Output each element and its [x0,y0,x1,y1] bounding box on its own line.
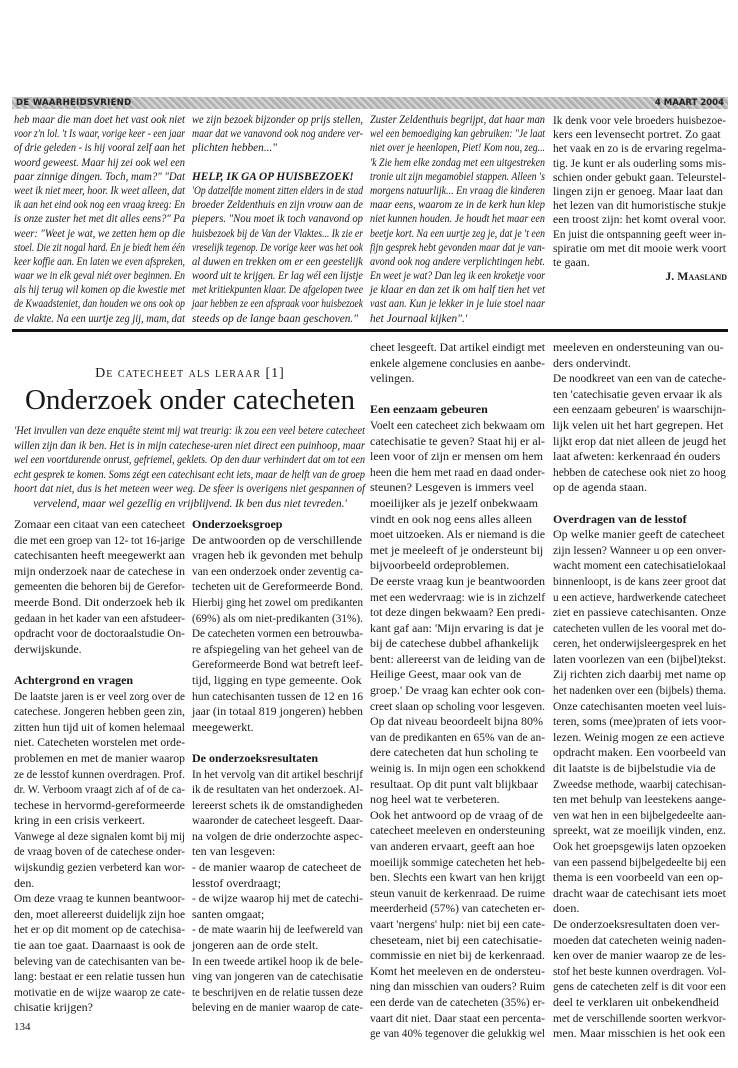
text-line: tot deze dingen bekwaam? Een predi- [370,605,546,620]
text-line: ceren, het onderwijsleergesprek en het [553,636,727,651]
text-line: stoel. Die zit nogal hard. En je biedt hem één [14,241,186,254]
section-heading [192,170,364,184]
text-line: van anderen ervaart, geeft aan hoe [370,839,535,853]
text-line: wijskundig gezien verbeterd kan wor- [14,860,186,875]
text-line: dere catecheten dat hun scholing te [370,745,539,760]
text-line: creet slaan op scholing voor lesgeven. [370,698,545,713]
paragraph [192,533,364,736]
text-line: lingen zijn er genoeg. Maar laat dan [553,183,724,198]
text-line: - de mate waarin hij de leefwereld van [192,922,364,937]
text-line: jongeren aan de orde stelt. [192,938,319,953]
paragraph [370,340,546,387]
text-line: het vaak en zo is de ervaring regelma- [553,141,726,156]
text-line: Vanwege al deze signalen komt bij mij [14,828,186,843]
text-line: ge van 40% tegenover die gelukkig wel [370,1026,546,1041]
page-number: 134 [14,1021,31,1033]
running-header [12,97,728,109]
text-line: vaart dit niet. Daar staat een percenta- [370,1010,545,1025]
text-line: steun vanuit de kerkenraad. De ruime [370,885,546,900]
text-line: weer: "Weet je wat, we zetten hem op die [14,227,185,240]
text-line: fijn gesprek hebt gevonden maar dat je van- [370,241,546,254]
text-line: Overdragen van de lesstof [553,511,687,526]
paragraph [553,340,727,496]
text-line: ven wat hen in een bijbelgedeelte aan- [553,807,726,822]
text-line: beleving en de manier waarop de cate- [192,1000,364,1015]
text-line: tronie uit zijn megamobiel stappen. Alleen 's [370,170,545,183]
text-line: moeilijker als je jezelf onbekwaam [370,495,538,510]
text-line: moeden dat catecheten weinig naden- [553,932,727,947]
text-line: bijvoorbeeld ordeproblemen. [370,558,510,573]
text-line: broeder Zeldenthuis en zijn vrouw aan de [192,199,363,212]
author-signature [553,269,727,283]
text-line: van een passend bijbelgedeelte bij een [553,854,727,869]
text-line: lijk velen uit het hart gegrepen. Het [553,417,724,432]
text-line: moeilijk sommige catecheten het heb- [370,854,545,869]
top-column-2 [192,113,364,326]
text-line: ten met behulp van leestekens aange- [553,792,726,807]
issue-date: 4 MAART 2004 [654,98,724,108]
text-line: Ook het groepsgewijs laten opzoeken [553,839,727,853]
text-line: De onderzoeksresultaten doen ver- [553,916,720,931]
text-line: dr. W. Verboom vraagt zich af of de ca- [14,782,186,797]
text-line: De antwoorden op de verschillende [192,532,362,547]
text-line: men. Maar misschien is het ook een [553,1026,726,1041]
text-line: vaart 'nergens' hulp: niet bij een cate- [370,916,546,931]
text-line: ik de resultaten van het onderzoek. Al- [192,782,364,797]
article-column-1 [14,517,186,1016]
text-line: ze de lesstof kunnen overdragen. Prof. [14,766,185,781]
section-heading [192,517,364,533]
text-line: Gereformeerde Bond wat betreft leef- [192,657,363,672]
text-line: ziet en passieve catechisanten. Onze [553,605,726,620]
text-line: heen die hem met raad en daad onder- [370,464,545,479]
text-line: u een actieve, hardwerkende catecheet [553,589,726,604]
text-line: waaronder de catecheet lesgeeft. Daar- [192,813,363,828]
article-title: Onderzoek onder catecheten [24,384,356,416]
text-line: Zomaar een citaat van een catecheet [14,517,185,531]
text-line: kring in een crisis verkeert. [14,813,145,828]
paragraph [14,113,186,326]
text-line: steunen? Lesgeven is immers veel [370,480,534,495]
text-line: een derde van de catecheten (35%) er- [370,994,546,1009]
text-line: al duwen en trekken om er een geestelijk [192,255,363,268]
article-column-3 [370,340,546,1042]
text-line: dit laatste is de bijbelstudie via de [553,761,716,776]
text-line: het er op dit moment op de catechisa- [14,922,185,937]
text-line: met een wedervraag: wie is in zichzelf [370,589,545,604]
text-line: resultaat. Op dit punt valt blijkbaar [370,776,538,791]
text-line: keer koffie aan. En laten we even afspreken, [14,255,185,268]
text-line: woord uit te krijgen. Er lag wél een lijstje [192,270,363,283]
text-line: beetje kort. Na een uurtje zeg je, dat je 't een [370,227,545,240]
quote-line: wel een voortdurende onrust, gefriemel, geklets. Op den duur verhindert dat om tot een [14,454,365,466]
text-line: laten voorlezen van een (bijbel)tekst. [553,651,726,666]
text-line: het Journaal kijken".' [370,312,468,325]
text-line: zijn lessen? Wanneer u op een onver- [553,542,727,557]
top-column-1 [14,113,186,326]
text-line: leen voor of zijn er mensen om hem [370,449,543,464]
text-line: de vlakte. Na een uurtje zeg jij, mam, dat [14,312,185,325]
paragraph-spacer [14,657,186,673]
text-line: En weet je wat? Dan leg ik een kroketje voor [370,270,546,283]
text-line: - de wijze waarop hij met de catechi- [192,891,364,906]
text-line: het nadenken over een (bijbels) thema. [553,683,726,698]
text-line: ning dan misschien van ouders? Ruim [370,979,546,994]
text-line: niet kunnen houden. Je houdt het maar een [370,213,546,226]
text-line: gedaan in het kader van een afstudeer- [14,610,185,625]
text-line: van de predikanten en 65% van de an- [370,729,546,744]
text-line: spreekt, wat ze moeilijk vinden, enz. [553,823,726,838]
text-line: Ik denk voor vele broeders huisbezoe- [553,113,726,127]
text-line: teren, soms (mee)praten of iets voor- [553,714,726,729]
text-line: nog heel wat te verbeteren. [370,792,500,807]
text-line: het lezen van dit humoristische stukje [553,198,726,213]
text-line: tie aan toe gaat. Daarnaast is ook de [14,938,186,953]
text-line: opdracht maken. Een voorbeeld van [553,745,726,760]
text-line: de Kwaadsteniet, dan houden we ons ook op [14,298,185,311]
text-line: thema is een voorbeeld van een op- [553,870,723,885]
text-line: derwijskunde. [14,641,82,656]
text-line: morgens natuurlijk... En vraag die kinderen [370,184,546,197]
text-line: motivatie en de wijze waarop ze cate- [14,984,185,999]
text-line: doen. [553,901,580,916]
text-line: catechisanten heeft meegewerkt aan [14,548,186,563]
text-line: Hierbij ging het zowel om predikanten [192,594,363,609]
text-line: beleving van de catechisanten van be- [14,953,186,968]
text-line: catechese. Jongeren hebben geen zin, [14,704,186,719]
text-line: Op welke manier geeft de catecheet [553,527,725,542]
text-line: lereerst schets ik de omstandigheden [192,797,363,812]
text-line: bent: allereerst van de leiding van de [370,651,546,666]
text-line: catechisatie te geven? Staat hij er al- [370,433,546,448]
text-line: Ook het antwoord op de vraag of de [370,807,543,822]
text-line: maar dat we vanavond ook nog andere ver- [192,128,363,141]
text-line: santen omgaat; [192,906,265,921]
text-line: ders ondervindt. [553,355,631,370]
text-line: De catecheten vormen een betrouwba- [192,626,363,641]
section-heading [553,512,727,528]
text-line: meerde Bond. Dit onderzoek heb ik [14,594,186,609]
text-line: een troost zijn: het komt overal voor. [553,212,726,227]
text-line: groep.' De vraag kan echter ook con- [370,683,546,698]
article-intro-quote [14,424,366,511]
text-line: wacht moment een catechisatielokaal [553,558,726,573]
text-line: re afspiegeling van het geheel van de [192,641,364,656]
article-kicker: De catecheet als leraar [1] [95,366,285,381]
text-line: zitten hun tijd uit of komen helemaal [14,719,186,734]
text-line: heb maar die man doet het vast ook niet [14,114,185,126]
text-line: te gaan. [553,254,590,269]
text-line: De eerste vraag kun je beantwoorden [370,573,546,588]
text-line: Om deze vraag te kunnen beantwoor- [14,891,185,906]
text-line: enkele algemene conclusies en aanbe- [370,355,546,370]
text-line: cheet lesgeeft. Dat artikel eindigt met [370,340,546,354]
text-line: Op dat niveau beoordeelt bijna 80% [370,714,543,729]
paragraph-spacer [553,496,727,512]
text-line: lesstof overdraagt; [192,875,281,890]
text-line: 'k Zie hem elke zondag met een uitgestreken [370,156,546,169]
text-line: tig. Je kunt er als ouderling soms mis- [553,155,727,170]
text-line: commissie en niet bij de kerkenraad. [370,948,546,963]
text-line: Onderzoeksgroep [192,517,283,531]
text-line: we zijn bezoek bijzonder op prijs stellen, [192,114,364,126]
text-line: plichten hebben..." [192,142,278,155]
text-line: jaar hebben ze een afspraak voor huisbezoek [192,298,364,311]
text-line: HELP, IK GA OP HUISBEZOEK! [192,170,354,183]
text-line: vast aan. Kun je lekker in je luie stoel naar [370,298,546,311]
text-line: lang: bestaat er een relatie tussen hun [14,969,186,984]
text-line: met de verschillende soorten werkvor- [553,1010,727,1025]
text-line: niet over je heenlopen, Piet! Kom nou, zeg... [370,142,546,155]
paragraph [553,113,727,269]
text-line: paar zinnige dingen. Toch, mam?" "Dat [14,170,185,183]
text-line: jaar (in totaal 819 jongeren) hebben [192,704,363,719]
text-line: lezen. Weinig mogen ze een actieve [553,729,725,744]
text-line: Zuster Zeldenthuis begrijpt, dat haar man [370,114,546,126]
section-heading [192,751,364,767]
text-line: ten 'catechisatie geven ervaar ik als [553,386,723,401]
text-line: op de agenda staan. [553,480,647,495]
text-line: met kritiekpunten klaar. De afgelopen twee [192,284,363,297]
text-line: Zweedse methode, waarbij catechisan- [553,776,727,791]
text-line: chisatie krijgen? [14,1000,93,1015]
section-heading [370,402,546,418]
text-line: hun catechisanten tussen de 12 en 16 [192,688,364,703]
text-line: maar eens, waarom ze in de kerk hun klep [370,199,545,212]
text-line: En juist die ontspanning geeft weer in- [553,226,726,241]
text-line: Heilige Geest, maar ook van de [370,667,522,682]
text-line: techese in hervormd-gereformeerde [14,797,185,812]
text-line: ken over de manier waarop ze de les- [553,948,726,963]
text-line: mijn onderzoek naar de catechese in [14,563,185,578]
text-line: dracht waar de catechisant iets moet [553,885,727,900]
text-line: avond ook nog andere verplichtingen hebt. [370,255,545,268]
quote-line: willen zijn dan ik ben. Het is in mijn catechese-uren niet direct een puinhoop, maar [14,439,365,452]
paragraph [553,527,727,1042]
section-heading [14,673,186,689]
text-line: meerderheid (57%) van catecheten er- [370,901,546,916]
text-line: kant gaf aan: 'Mijn ervaring is dat je [370,620,544,635]
text-line: meegewerkt. [192,719,254,734]
text-line: waar we in elk geval niét over beginnen. En [14,270,186,283]
article-column-2 [192,517,364,1016]
text-line: met je meeleeft of je ondersteunt bij [370,542,544,557]
text-line: Achtergrond en vragen [14,672,134,687]
top-column-3 [370,113,546,326]
text-line: gemeenten die behoren bij de Gerefor- [14,579,185,594]
text-line: vindt en ook nog eens alles alleen [370,511,532,526]
text-line: huisbezoek bij de Van der Vlaktes... Ik zie er [192,227,364,240]
text-line: weet ik niet meer, hoor. Ik weet alleen, dat [14,184,186,197]
text-line: binnenloopt, is de kans zeer groot dat [553,573,726,588]
text-line: meeleven en ondersteuning van ou- [553,340,724,354]
paragraph [14,689,186,1016]
paragraph [14,517,186,657]
text-line: deel te verklaren uit onbekendheid [553,994,719,1009]
paragraph [370,113,546,326]
text-line: kers een levensecht portret. Zo gaat [553,127,721,142]
text-line: voor z'n lol. 't Is waar, vorige keer - een jaar [14,128,186,141]
text-line: steeds op de lange baan geschoven." [192,312,358,325]
text-line: catecheten vullen de les vooral met do- [553,620,727,635]
text-line: te beschrijven en de relatie tussen deze [192,984,363,999]
paragraph [192,184,364,326]
text-line: die met een groep van 12- tot 16-jarige [14,532,185,547]
text-line: velingen. [370,371,415,386]
text-line: wel een bemoediging kan gebruiken: "Je laat [370,128,545,141]
paragraph [192,767,364,1017]
text-line: In een tweede artikel hoop ik de bele- [192,953,364,968]
text-line: gens de catecheten zelf is dit voor een [553,979,726,994]
article-column-4 [553,340,727,1042]
quote-line: vervelend, maar wel gezellig en vrijblijvend. Ik ben dus niet tevreden.' [33,497,347,510]
text-line: Komt het meeleven en de ondersteu- [370,963,545,978]
text-line: De noodkreet van een van de cateche- [553,371,726,386]
text-line: opdracht voor de doctoraalstudie On- [14,626,185,641]
quote-line: hoort dat niet, dus is het meteen weer weg. De sfeer is overigens niet gespannen of [14,483,366,495]
text-line: na volgen de drie onderzochte aspec- [192,828,363,843]
text-line: J. Maasland [665,269,727,284]
text-line: laat afweten: kerkenraad én ouders [553,449,721,464]
text-line: vragen heb ik gevonden met behulp [192,548,364,563]
text-line: weinig is. In mijn ogen een schokkend [370,761,545,776]
text-line: ten van lesgeven: [192,844,276,859]
text-line: van een onderzoek onder zeventig ca- [192,563,363,578]
text-line: een eenzaam gebeuren' is waarschijn- [553,402,726,417]
publication-name: DE WAARHEIDSVRIEND [16,98,132,108]
top-column-4 [553,113,727,283]
text-line: techeten uit de Gereformeerde Bond. [192,579,364,594]
text-line: den, moet allereerst duidelijk zijn hoe [14,906,186,921]
text-line: moet uitzoeken. Als er niemand is die [370,527,545,542]
section-divider [12,329,728,332]
text-line: bij de catechese dubbel afhankelijk [370,636,539,651]
text-line: Voelt een catecheet zich bekwaam om [370,417,545,432]
text-line: niet. Catecheten worstelen met orde- [14,735,185,750]
text-line: je klaar en dan zet ik om half tien het vet [370,284,546,297]
paragraph-spacer [192,156,364,170]
text-line: Een eenzaam gebeuren [370,402,488,417]
text-line: problemen en met de manier waarop [14,750,185,765]
text-line: (69%) als om niet-predikanten (31%). [192,610,363,625]
text-line: hebben de catechese ook niet zo hoog [553,464,726,479]
text-line: De onderzoeksresultaten [192,750,319,765]
text-line: ik aan het eind ook nog een vraag kreeg: En [14,199,186,212]
paragraph [192,113,364,156]
quote-line: echt gesprek te komen. Soms zégt een catechisant echt iets, maar de helft van de groep [14,468,366,481]
text-line: spiratie om met dit mooie werk voort [553,240,726,255]
text-line: In het vervolg van dit artikel beschrijf [192,766,363,781]
text-line: is onze zuster het met dit alles eens?" Pa [14,213,185,226]
text-line: Zij richten zich daarbij met name op [553,667,727,682]
text-line: cheseteam, niet bij een catechisatie- [370,932,543,947]
text-line: lijkt erop dat niet alleen de jeugd het [553,433,726,448]
text-line: catecheet meeleven en ondersteuning [370,823,546,838]
paragraph-spacer [370,387,546,403]
text-line: vreselijk tegenop. De vorige keer was het ook [192,241,363,254]
text-line: De laatste jaren is er veel zorg over de [14,688,185,703]
text-line: of drie geleden - is hij vooral zelf aan het [14,142,186,155]
text-line: tijd, ligging en type gemeente. Ook [192,672,362,687]
text-line: - de manier waarop de catecheet de [192,860,362,875]
text-line: stof het beste kunnen overdragen. Vol- [553,963,726,978]
paragraph [370,418,546,1042]
text-line: Onze catechisanten moeten veel luis- [553,698,727,713]
text-line: 'Op datzelfde moment zitten elders in de stad [192,184,364,197]
text-line: den. [14,875,35,890]
text-line: piepers. "Nou moet ik toch vanavond op [192,213,363,226]
text-line: schien onder gebukt gaan. Teleurstel- [553,169,726,184]
text-line: als hij terug wil komen op die kwestie met [14,284,185,297]
quote-line: 'Het invullen van deze enquête stemt mij wat treurig: ik zou een veel betere catecheet [14,425,365,437]
text-line: ben. Slechts een kwart van hen krijgt [370,870,545,885]
paragraph-spacer [192,735,364,751]
text-line: woord geweest. Maar hij zei ook wel een [14,156,186,169]
text-line: ving van jongeren van de catechisatie [192,969,363,984]
text-line: de vraag boven of de catechese onder- [14,844,185,859]
